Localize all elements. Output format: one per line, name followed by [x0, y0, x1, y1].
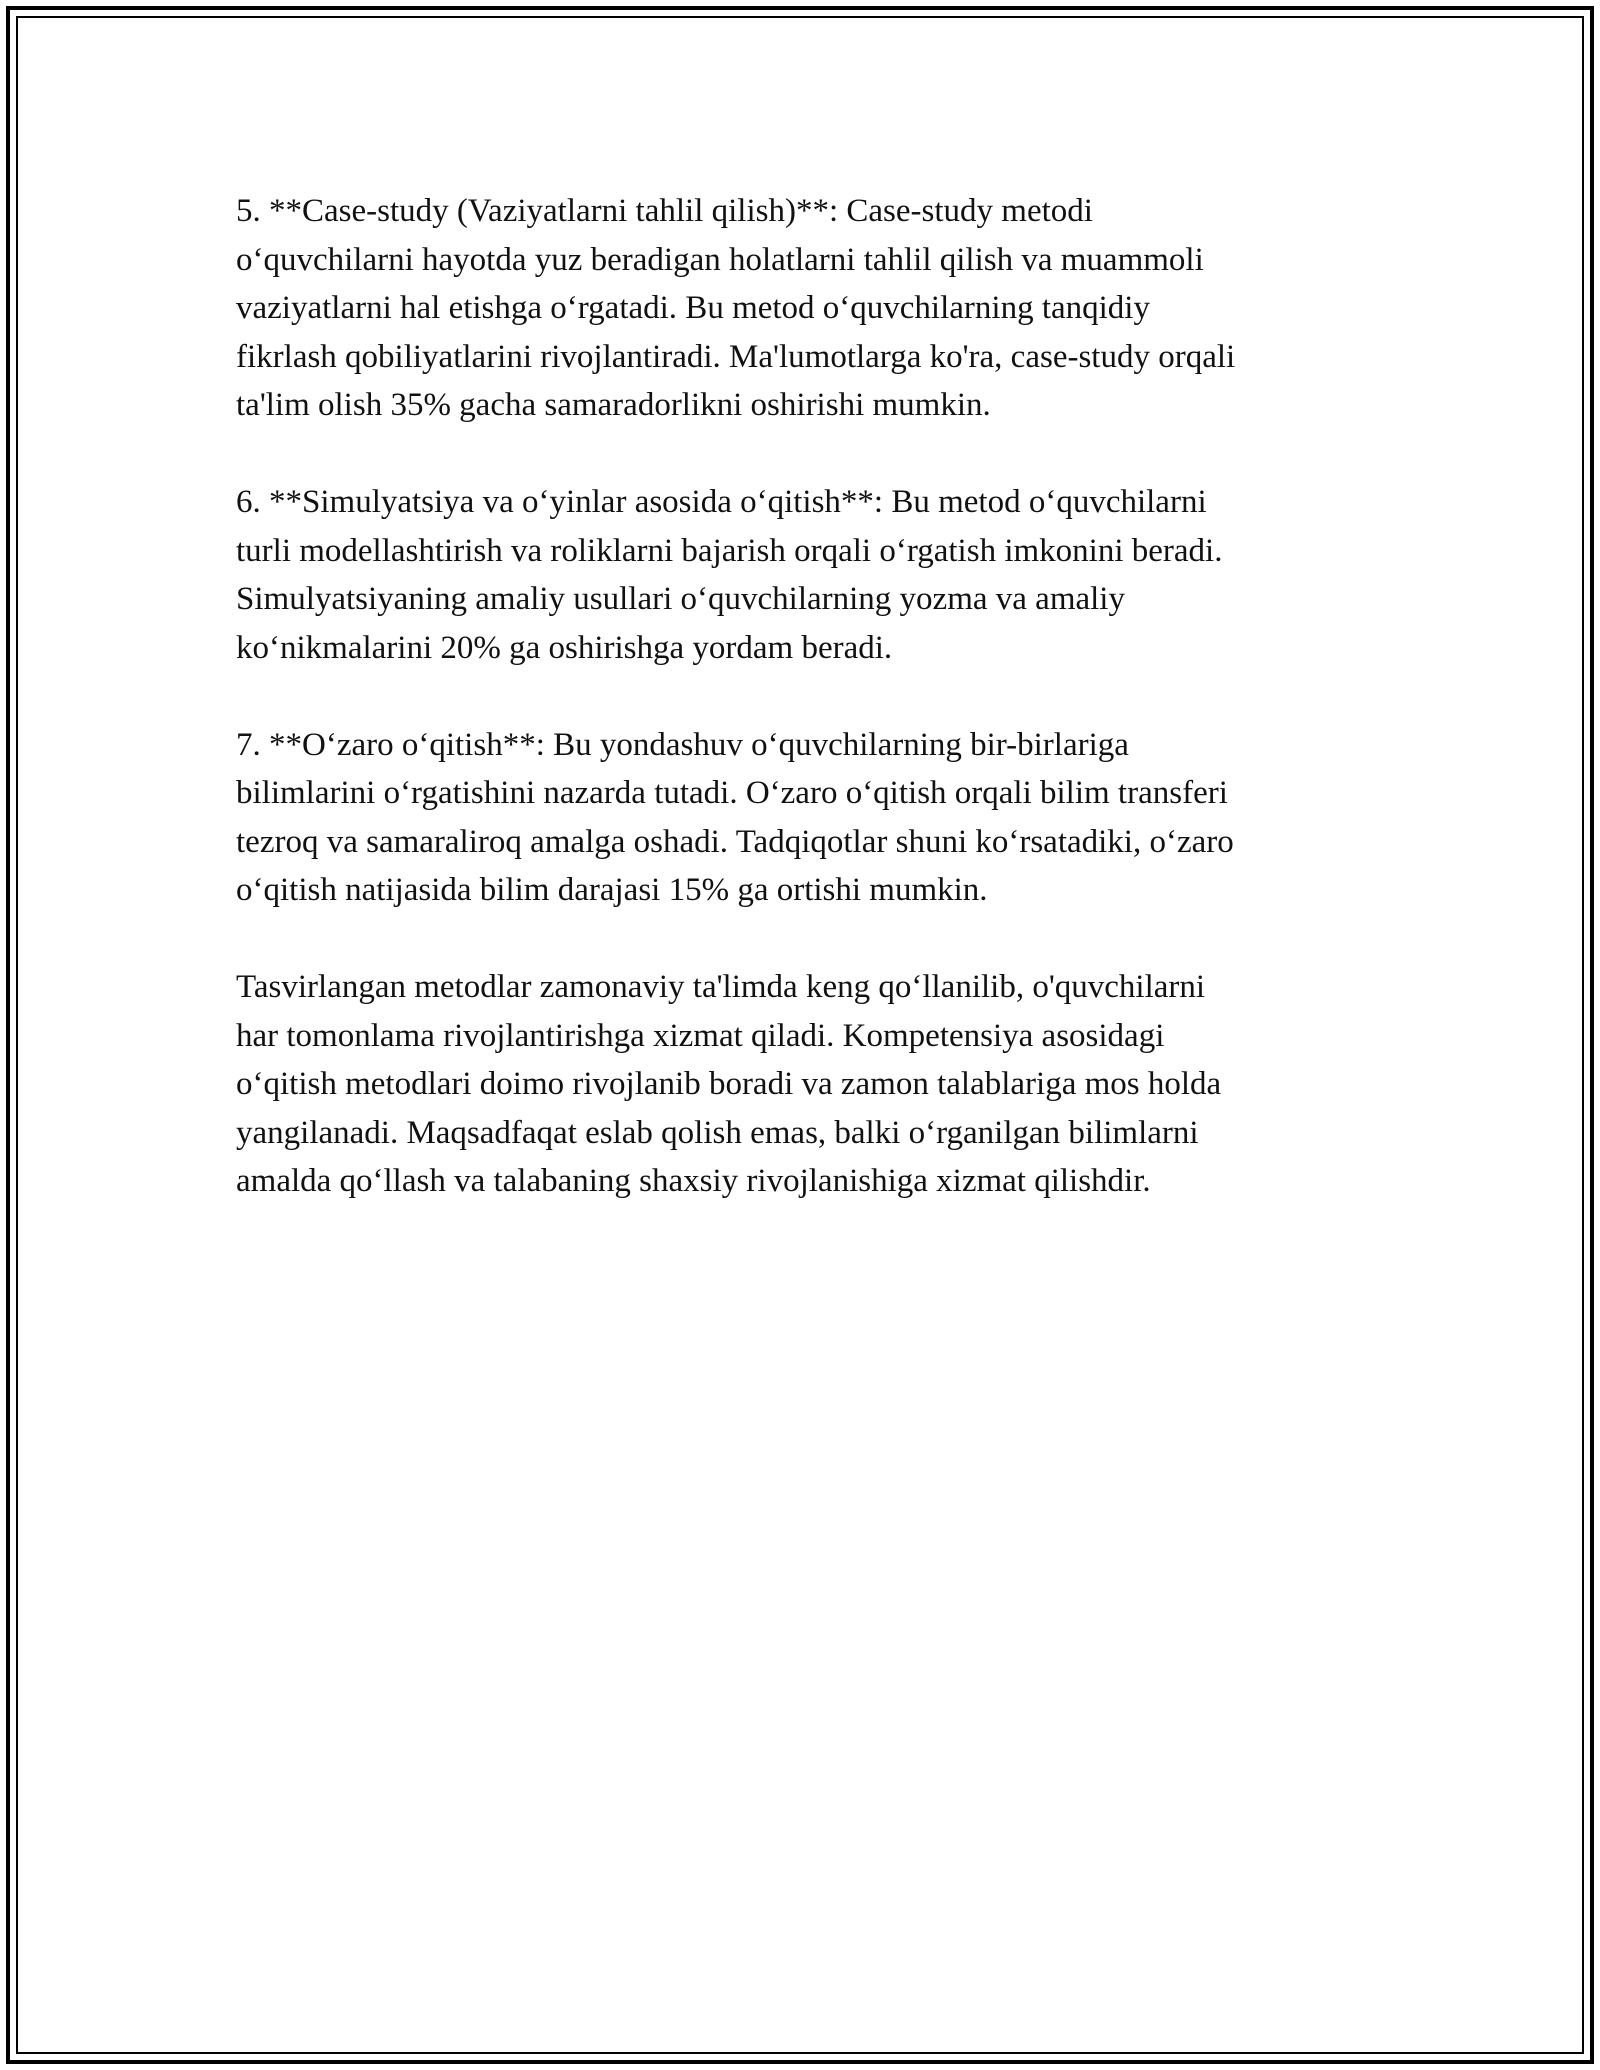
paragraph-simulation: 6. **Simulyatsiya va o‘yinlar asosida o‘qitish**: Bu metod o‘quvchilarni turli modellashtirish va roliklarni bajarish orqali o‘rgatish imkonini beradi. Simulyatsiyaning amaliy usullari o‘quvchilarning yozma va amaliy ko‘nikmalarini 20% ga oshirishga yordam beradi. [236, 484, 1223, 666]
paragraph-case-study: 5. **Case-study (Vaziyatlarni tahlil qilish)**: Case-study metodi o‘quvchilarni hayotda yuz beradigan holatlarni tahlil qilish va muammoli vaziyatlarni hal etishga o‘rgatadi. Bu metod o‘quvchilarning tanqidiy fikrlash qobiliyatlarini rivojlantiradi. Ma'lumotlarga ko'ra, case-study orqali ta'lim olish 35% gacha samaradorlikni oshirishi mumkin. [236, 193, 1236, 423]
document-body [236, 187, 1366, 1254]
paragraph-conclusion: Tasvirlangan metodlar zamonaviy ta'limda keng qo‘llanilib, o'quvchilarni har tomonlama rivojlantirishga xizmat qiladi. Kompetensiya asosidagi o‘qitish metodlari doimo rivojlanib boradi va zamon talablariga mos holda yangilanadi. Maqsadfaqat eslab qolish emas, balki o‘rganilgan bilimlarni amalda qo‘llash va talabaning shaxsiy rivojlanishiga xizmat qilishdir. [236, 969, 1222, 1199]
paragraph-peer-teaching: 7. **O‘zaro o‘qitish**: Bu yondashuv o‘quvchilarning bir-birlariga bilimlarini o‘rgatishini nazarda tutadi. O‘zaro o‘qitish orqali bilim transferi tezroq va samaraliroq amalga oshadi. Tadqiqotlar shuni ko‘rsatadiki, o‘zaro o‘qitish natijasida bilim darajasi 15% ga ortishi mumkin. [236, 726, 1234, 908]
